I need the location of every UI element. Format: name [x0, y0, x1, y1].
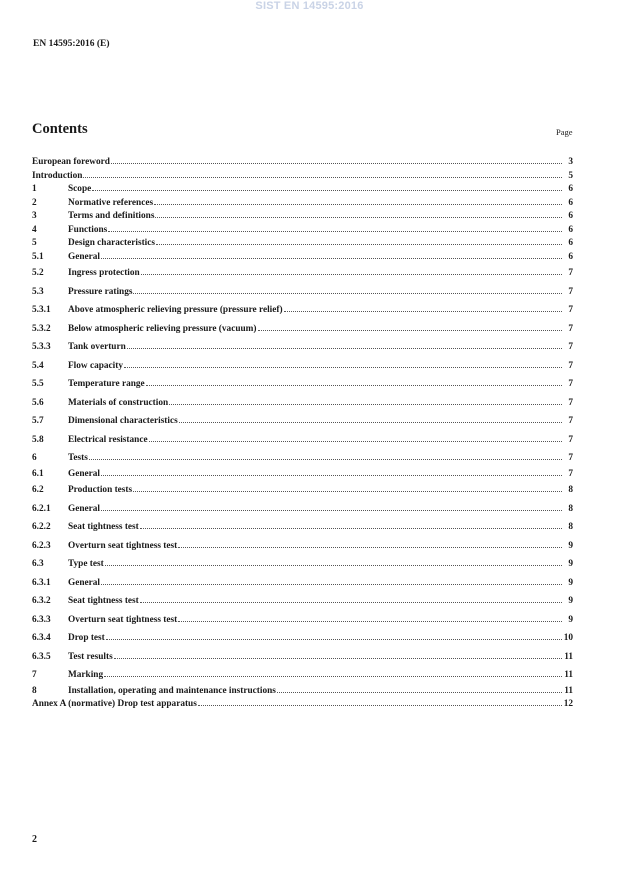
toc-entry[interactable] — [32, 555, 573, 574]
toc-entry[interactable] — [32, 301, 573, 320]
toc-entry-number: 8 — [32, 685, 37, 696]
dot-leader — [83, 176, 562, 178]
toc-entry[interactable] — [32, 412, 573, 431]
toc-entry-number: 6.3.5 — [32, 651, 51, 662]
toc-entry-page: 7 — [568, 468, 573, 479]
toc-entry-page: 9 — [568, 559, 573, 569]
toc-entry-title: Seat tightness test — [68, 596, 139, 606]
toc-entry-page: 11 — [564, 670, 573, 680]
toc-entry-title: Dimensional characteristics — [68, 416, 178, 426]
toc-entry-page: 5 — [568, 170, 573, 181]
toc-entry[interactable] — [32, 666, 573, 685]
dot-leader — [178, 620, 562, 622]
toc-entry-page: 8 — [568, 503, 573, 514]
toc-entry[interactable] — [32, 197, 573, 211]
toc-entry-title: Ingress protection — [68, 268, 140, 278]
toc-entry-number: 6.3 — [32, 559, 44, 569]
toc-entry[interactable] — [32, 375, 573, 394]
dot-leader — [133, 292, 562, 294]
toc-entry-number: 5.1 — [32, 251, 44, 262]
toc-entry-page: 7 — [568, 342, 573, 352]
toc-entry-title: Pressure ratings — [68, 286, 133, 297]
toc-entry-page: 6 — [568, 238, 573, 248]
toc-entry-title: Type test — [68, 559, 104, 569]
dot-leader — [155, 216, 562, 218]
toc-entry[interactable] — [32, 431, 573, 450]
toc-entry-number: 5.3.1 — [32, 305, 51, 315]
toc-entry-title: Electrical resistance — [68, 434, 148, 445]
toc-entry-title: Test results — [68, 651, 113, 662]
dot-leader — [92, 189, 562, 191]
dot-leader — [124, 366, 562, 368]
toc-entry-page: 7 — [568, 434, 573, 445]
toc-entry-page: 7 — [568, 379, 573, 389]
toc-entry-title: Annex A (normative) Drop test apparatus — [32, 699, 197, 709]
toc-entry-title: General — [68, 503, 101, 514]
toc-entry-page: 8 — [568, 485, 573, 495]
toc-entry[interactable] — [32, 611, 573, 630]
toc-entry-number: 5.6 — [32, 397, 44, 408]
toc-entry-page: 6 — [568, 197, 573, 208]
toc-entry-number: 6.2.2 — [32, 522, 51, 532]
toc-entry-title: General — [68, 577, 101, 588]
toc-entry-number: 6.3.1 — [32, 577, 51, 588]
toc-entry-number: 6.1 — [32, 468, 44, 479]
toc-entry-number: 1 — [32, 184, 37, 194]
dot-leader — [106, 638, 562, 640]
toc-entry-title: Design characteristics — [68, 238, 156, 248]
toc-entry[interactable] — [32, 481, 573, 500]
toc-entry[interactable] — [32, 283, 573, 302]
toc-entry-page: 7 — [568, 323, 573, 334]
toc-entry-title: Introduction — [32, 170, 83, 181]
page-number: 2 — [32, 834, 37, 845]
contents-title: Contents — [32, 121, 88, 137]
toc-entry-title: Temperature range — [68, 379, 145, 389]
toc-entry-number: 6.3.2 — [32, 596, 51, 606]
dot-leader — [104, 675, 562, 677]
dot-leader — [105, 564, 562, 566]
toc-entry-number: 5 — [32, 238, 37, 248]
toc-entry-number: 4 — [32, 224, 37, 235]
toc-entry[interactable] — [32, 264, 573, 283]
toc-entry-number: 6.3.3 — [32, 614, 51, 625]
toc-entry-page: 7 — [568, 397, 573, 408]
dot-leader — [277, 691, 562, 693]
toc-entry[interactable] — [32, 237, 573, 251]
toc-entry-number: 5.3.3 — [32, 342, 51, 352]
toc-entry-page: 7 — [568, 416, 573, 426]
toc-entry-title: Overturn seat tightness test — [68, 614, 178, 625]
toc-entry-page: 6 — [568, 224, 573, 235]
toc-entry-title: Below atmospheric relieving pressure (vacuum) — [68, 323, 257, 334]
toc-entry-title: Tank overturn — [68, 342, 126, 352]
toc-entry-page: 6 — [568, 251, 573, 262]
dot-leader — [111, 162, 562, 164]
dot-leader — [178, 546, 562, 548]
toc-entry-number: 5.7 — [32, 416, 44, 426]
toc-entry-title: Tests — [68, 453, 88, 463]
toc-entry[interactable] — [32, 210, 573, 224]
toc-entry[interactable] — [32, 357, 573, 376]
toc-entry-title: Seat tightness test — [68, 522, 139, 532]
toc-entry-page: 9 — [568, 596, 573, 606]
toc-entry-number: 5.2 — [32, 268, 44, 278]
toc-entry-number: 5.3.2 — [32, 323, 51, 334]
toc-entry-number: 5.8 — [32, 434, 44, 445]
toc-entry-page: 7 — [568, 453, 573, 463]
toc-entry-page: 9 — [568, 577, 573, 588]
dot-leader — [149, 440, 562, 442]
toc-entry[interactable] — [32, 320, 573, 339]
toc-entry[interactable] — [32, 537, 573, 556]
document-id: EN 14595:2016 (E) — [33, 39, 110, 49]
dot-leader — [101, 583, 562, 585]
toc-entry-title: Scope — [68, 184, 92, 194]
toc-entry-title: Drop test — [68, 633, 105, 643]
toc-entry-title: Normative references — [68, 197, 154, 208]
toc-entry-title: Materials of construction — [68, 397, 169, 408]
toc-entry[interactable] — [32, 338, 573, 357]
dot-leader — [140, 527, 562, 529]
toc-entry-title: Marking — [68, 670, 104, 680]
toc-entry-page: 7 — [568, 305, 573, 315]
watermark: SIST EN 14595:2016 — [255, 0, 364, 12]
toc-entry-number: 6.2.1 — [32, 503, 51, 514]
toc-entry-title: Production tests — [68, 485, 133, 495]
dot-leader — [101, 509, 562, 511]
toc-entry[interactable] — [32, 629, 573, 648]
dot-leader — [101, 257, 562, 259]
dot-leader — [141, 273, 562, 275]
dot-leader — [154, 203, 562, 205]
dot-leader — [179, 421, 562, 423]
toc-entry[interactable] — [32, 251, 573, 265]
dot-leader — [140, 601, 562, 603]
toc-entry[interactable] — [32, 698, 573, 712]
toc-entry-page: 8 — [568, 522, 573, 532]
toc-entry-title: Overturn seat tightness test — [68, 540, 178, 551]
toc-entry-number: 5.4 — [32, 360, 44, 371]
toc-entry[interactable] — [32, 394, 573, 413]
toc-entry[interactable] — [32, 518, 573, 537]
dot-leader — [89, 458, 562, 460]
toc-entry-number: 5.5 — [32, 379, 44, 389]
toc-entry-page: 9 — [568, 540, 573, 551]
page-column-label: Page — [556, 127, 573, 137]
dot-leader — [114, 657, 562, 659]
table-of-contents — [32, 156, 573, 712]
toc-entry[interactable] — [32, 183, 573, 197]
toc-entry[interactable] — [32, 449, 573, 468]
toc-entry[interactable] — [32, 156, 573, 170]
toc-entry-page: 10 — [563, 633, 573, 643]
toc-entry-number: 2 — [32, 197, 37, 208]
toc-entry-number: 3 — [32, 211, 37, 221]
toc-entry-page: 6 — [568, 184, 573, 194]
dot-leader — [198, 704, 562, 706]
toc-entry-page: 7 — [568, 360, 573, 371]
toc-entry-title: Above atmospheric relieving pressure (pressure relief) — [68, 305, 283, 315]
toc-entry-page: 7 — [568, 268, 573, 278]
toc-entry-number: 6.2.3 — [32, 540, 51, 551]
toc-entry-title: General — [68, 251, 101, 262]
toc-entry-page: 6 — [568, 211, 573, 221]
toc-entry-page: 12 — [563, 699, 573, 709]
toc-entry-title: Installation, operating and maintenance instructions — [68, 685, 276, 696]
toc-entry[interactable] — [32, 574, 573, 593]
toc-entry-title: European foreword — [32, 157, 110, 167]
dot-leader — [258, 329, 562, 331]
toc-entry[interactable] — [32, 500, 573, 519]
toc-entry-page: 7 — [568, 286, 573, 297]
toc-entry[interactable] — [32, 224, 573, 238]
toc-entry-number: 6.3.4 — [32, 633, 51, 643]
dot-leader — [284, 310, 562, 312]
dot-leader — [146, 384, 562, 386]
dot-leader — [133, 490, 562, 492]
toc-entry-page: 3 — [568, 157, 573, 167]
toc-entry-title: Functions — [68, 224, 108, 235]
dot-leader — [156, 243, 562, 245]
toc-entry-page: 9 — [568, 614, 573, 625]
dot-leader — [108, 230, 562, 232]
toc-entry-number: 6.2 — [32, 485, 44, 495]
dot-leader — [101, 474, 562, 476]
dot-leader — [169, 403, 562, 405]
toc-entry-number: 6 — [32, 453, 37, 463]
toc-entry-title: Flow capacity — [68, 360, 123, 371]
toc-entry-title: General — [68, 468, 101, 479]
dot-leader — [127, 347, 562, 349]
toc-entry-title: Terms and definitions — [68, 211, 155, 221]
toc-entry[interactable] — [32, 685, 573, 699]
toc-entry[interactable] — [32, 648, 573, 667]
toc-entry[interactable] — [32, 592, 573, 611]
toc-entry[interactable] — [32, 468, 573, 482]
toc-entry-page: 11 — [564, 685, 573, 696]
toc-entry[interactable] — [32, 170, 573, 184]
toc-entry-number: 7 — [32, 670, 37, 680]
toc-entry-page: 11 — [564, 651, 573, 662]
toc-entry-number: 5.3 — [32, 286, 44, 297]
